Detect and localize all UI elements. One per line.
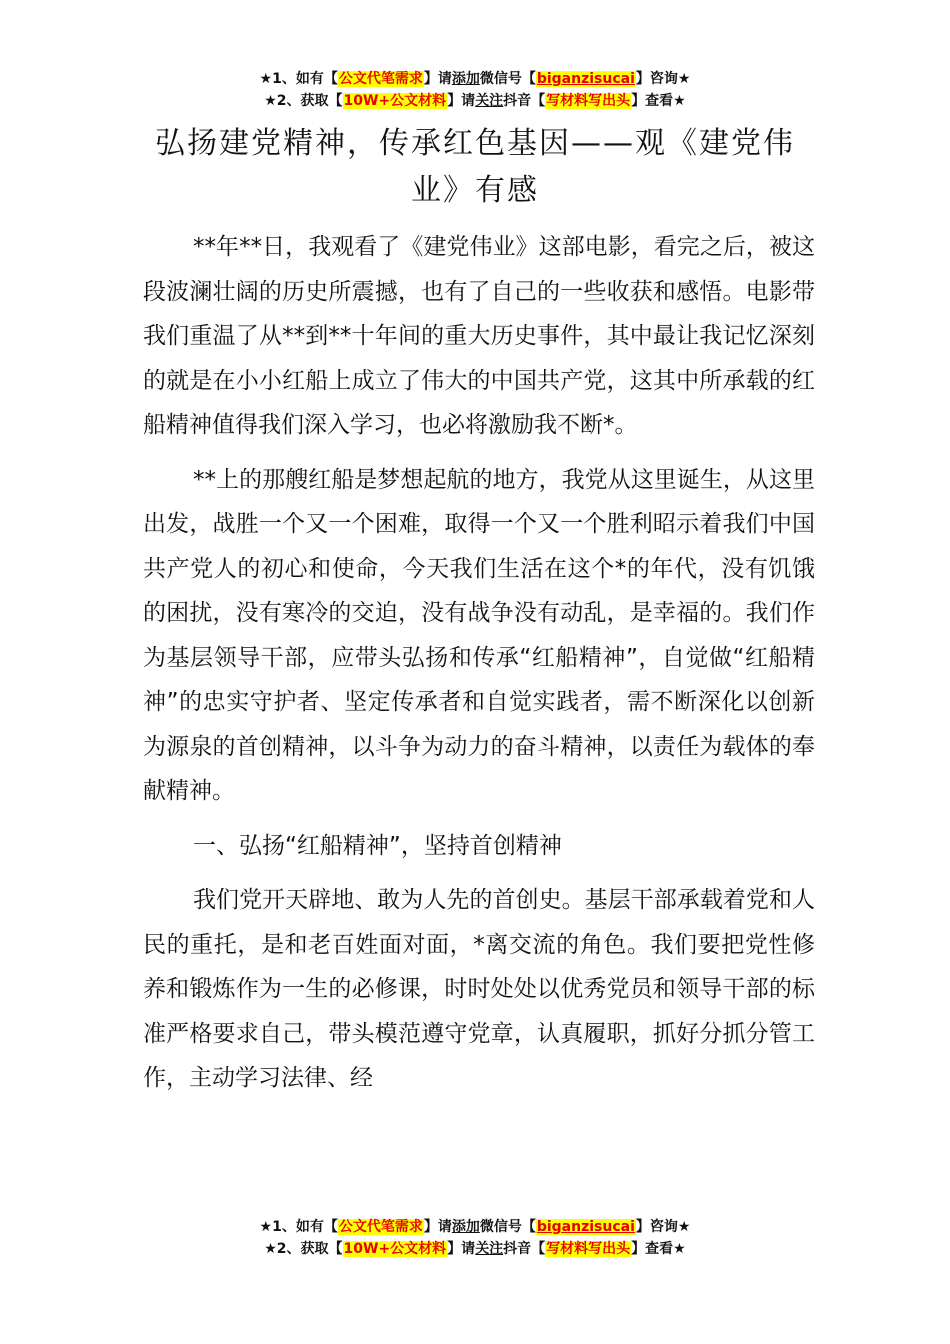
promo-text: 抖音【 bbox=[503, 93, 546, 109]
promo-text: 关注 bbox=[475, 1241, 504, 1257]
promo-text: 关注 bbox=[475, 93, 504, 109]
paragraph: 我们党开天辟地、敢为人先的首创史。基层干部承载着党和人民的重托，是和老百姓面对面，*离交流的角色。我们要把党性修养和锻炼作为一生的必修课，时时处处以优秀党员和领导干部的标准严格要求自己，带头模范遵守党章，认真履职，抓好分抓分管工作，主动学习法律、经 bbox=[143, 887, 815, 1091]
promo-text: 】请 bbox=[447, 93, 476, 109]
promo-text: 】请 bbox=[423, 1219, 452, 1235]
promo-highlight: 10W+公文材料 bbox=[343, 1241, 447, 1257]
paragraph: **上的那艘红船是梦想起航的地方，我党从这里诞生，从这里出发，战胜一个又一个困难，取得一个又一个胜利昭示着我们中国共产党人的初心和使命，今天我们生活在这个*的年代，没有饥饿的困扰，没有寒冷的交迫，没有战争没有动乱，是幸福的。我们作为基层领导干部，应带头弘扬和传承“红船精神”，自觉做“红船精神”的忠实守护者、坚定传承者和自觉实践者，需不断深化以创新为源泉的首创精神，以斗争为动力的奋斗精神，以责任为载体的奉献精神。 bbox=[143, 466, 815, 804]
promo-text: 】咨询★ bbox=[635, 71, 691, 87]
promo-highlight: 公文代笔需求 bbox=[338, 1219, 423, 1235]
promo-highlight: 写材料写出头 bbox=[546, 1241, 631, 1257]
promo-text: 添加 bbox=[451, 71, 480, 87]
wechat-id[interactable]: biganzisucai bbox=[536, 1219, 635, 1235]
promo-text: 】查看★ bbox=[631, 1241, 686, 1257]
promo-highlight: 10W+公文材料 bbox=[343, 93, 447, 109]
article-title: 弘扬建党精神，传承红色基因——观《建党伟业》有感 bbox=[155, 126, 795, 208]
wechat-id[interactable]: biganzisucai bbox=[536, 71, 635, 87]
promo-text: 添加 bbox=[451, 1219, 480, 1235]
promo-text: 】咨询★ bbox=[635, 1219, 691, 1235]
promo-highlight: 公文代笔需求 bbox=[338, 71, 423, 87]
promo-text: 】请 bbox=[447, 1241, 476, 1257]
promo-line-1 bbox=[0, 1216, 950, 1238]
paragraph: **年**日，我观看了《建党伟业》这部电影，看完之后，被这段波澜壮阔的历史所震撼，也有了自己的一些收获和感悟。电影带我们重温了从**到**十年间的重大历史事件，其中最让我记忆深刻的就是在小小红船上成立了伟大的中国共产党，这其中所承载的红船精神值得我们深入学习，也必将激励我不断*。 bbox=[143, 234, 815, 438]
promo-text: ★1、如有【 bbox=[259, 71, 338, 87]
promo-line-2 bbox=[0, 1238, 950, 1260]
promo-banner-top bbox=[0, 68, 950, 112]
promo-line-2 bbox=[0, 90, 950, 112]
promo-text: ★1、如有【 bbox=[259, 1219, 338, 1235]
promo-text: ★2、获取【 bbox=[264, 1241, 343, 1257]
promo-text: 微信号【 bbox=[479, 71, 536, 87]
section-heading: 一、弘扬“红船精神”，坚持首创精神 bbox=[193, 832, 562, 859]
promo-highlight: 写材料写出头 bbox=[546, 93, 631, 109]
promo-banner-bottom bbox=[0, 1216, 950, 1260]
article-body bbox=[143, 225, 815, 1111]
promo-text: 微信号【 bbox=[479, 1219, 536, 1235]
promo-text: ★2、获取【 bbox=[264, 93, 343, 109]
promo-text: 】请 bbox=[423, 71, 452, 87]
promo-line-1 bbox=[0, 68, 950, 90]
promo-text: 】查看★ bbox=[631, 93, 686, 109]
promo-text: 抖音【 bbox=[503, 1241, 546, 1257]
